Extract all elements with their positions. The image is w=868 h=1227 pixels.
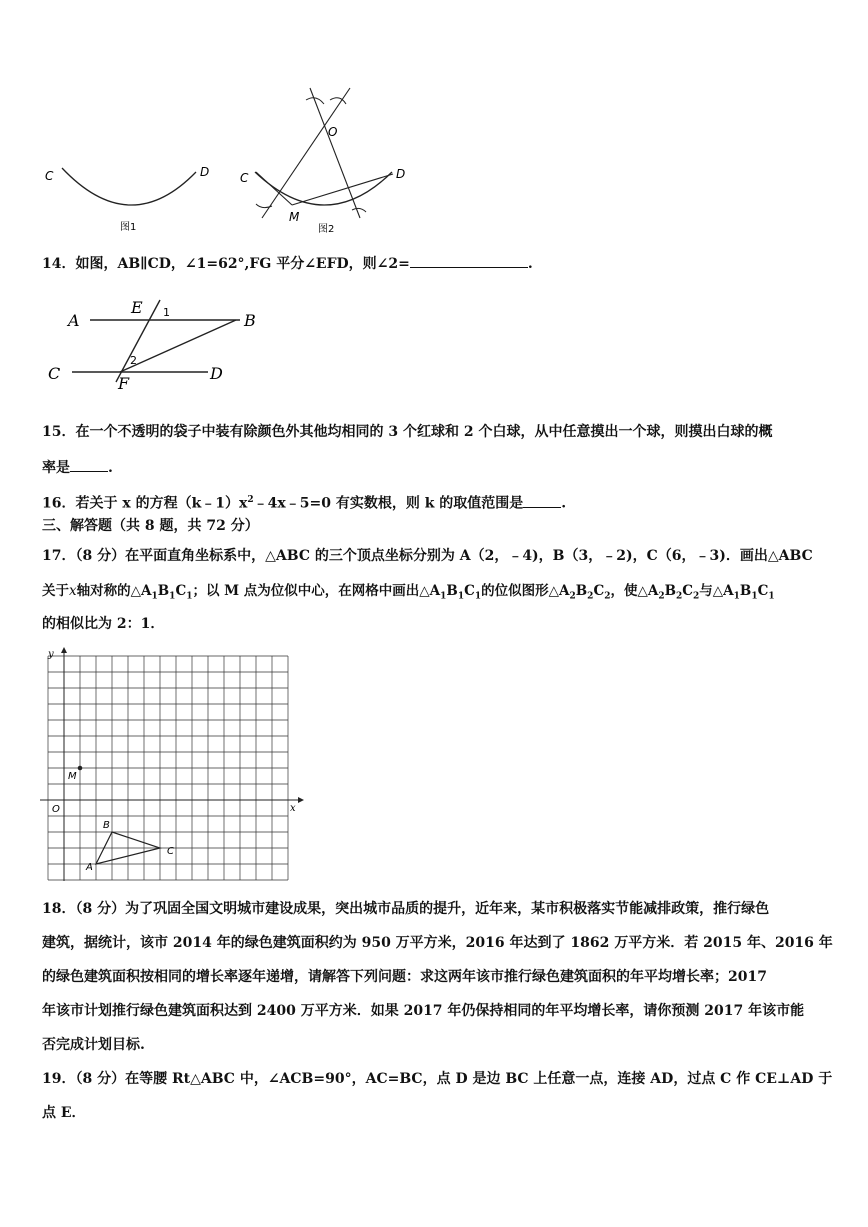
q17-text2f: B [446, 583, 458, 599]
fig2-line-o-right [310, 88, 360, 218]
q16-end: . [561, 495, 567, 512]
q15-number: 15． [42, 424, 76, 440]
fig2-arc-mark-4 [352, 208, 366, 212]
q17-text2o: B [739, 583, 752, 599]
fig2-arc-mark-2 [330, 98, 346, 104]
q17-sub: 2 [658, 591, 665, 602]
q14-end: . [527, 256, 533, 272]
q15-answer-blank[interactable] [70, 456, 108, 472]
q17-text2m: C [682, 583, 694, 599]
q14-number: 14． [42, 256, 76, 272]
q17-text2a: 关于 [42, 583, 69, 599]
q14-label-f: F [118, 374, 130, 390]
q17-text2p: C [757, 583, 769, 599]
q16-text-a: 若关于 x 的方程（k﹣1）x [75, 495, 248, 512]
fig2-label-d: D [396, 167, 406, 181]
fig2-label-o: O [328, 125, 338, 139]
point-b-label: B [103, 820, 110, 831]
q17-sub: 1 [474, 591, 482, 602]
q18-text1: （8 分）为了巩固全国文明城市建设成果，突出城市品质的提升，近年来，某市积极落实节能减排政策，推行绿色 [75, 901, 770, 917]
q17-sub: 1 [457, 591, 465, 602]
q17-text2c: B [157, 583, 170, 599]
q17-text2g: C [464, 583, 475, 599]
q16-number: 16． [42, 495, 76, 512]
fig2-label-c: C [240, 171, 249, 185]
x-axis-label: x [290, 803, 296, 814]
q14-text: 如图，AB∥CD，∠1=62°,FG 平分∠EFD，则∠2= [75, 256, 410, 272]
q17-sub: 2 [676, 591, 683, 602]
point-c-label: C [167, 846, 174, 857]
q17-text2e: ；以 M 点为位似中心，在网格中画出△A [192, 583, 441, 599]
q18-line1 [42, 899, 769, 919]
q17-text2k: ，使△A [610, 583, 659, 599]
q17-x-italic: x [69, 583, 77, 599]
q17-text2n: 与△A [699, 583, 734, 599]
q17-sub: 1 [733, 591, 740, 602]
q18-line3: 的绿色建筑面积按相同的增长率逐年递增，请解答下列问题：求这两年该市推行绿色建筑面积的年平均增长率；2017 [42, 969, 767, 985]
q15-text1: 在一个不透明的袋子中装有除颜色外其他均相同的 3 个红球和 2 个白球，从中任意摸出一个球，则摸出白球的概 [75, 424, 773, 440]
fig1-arc [62, 168, 196, 205]
y-axis-label: y [48, 649, 54, 660]
q17-sub: 1 [440, 591, 447, 602]
q17-sub: 2 [693, 591, 700, 602]
q19-line1 [42, 1069, 832, 1089]
q16-line [42, 490, 566, 514]
q14-label-a: A [68, 311, 80, 330]
point-m-label: M [68, 771, 77, 782]
q17-sub: 2 [569, 591, 576, 602]
q18-number: 18． [42, 901, 76, 917]
q14-line [42, 252, 533, 274]
q19-text1: （8 分）在等腰 Rt△ABC 中，∠ACB=90°，AC=BC，点 D 是边 BC 上任意一点，连接 AD，过点 C 作 CE⊥AD 于 [75, 1071, 833, 1087]
q17-sub: 1 [751, 591, 758, 602]
q16-answer-blank[interactable] [523, 492, 561, 508]
q18-line5: 否完成计划目标. [42, 1037, 145, 1053]
origin-label: O [52, 804, 60, 815]
q17-sub: 2 [604, 591, 611, 602]
fig2-caption: 图2 [318, 224, 335, 235]
q17-text2l: B [664, 583, 676, 599]
section3-title: 三、解答题（共 8 题，共 72 分） [42, 518, 259, 534]
q16-text-b: ﹣4x﹣5=0 有实数根，则 k 的取值范围是 [253, 495, 524, 512]
q17-sub: 1 [169, 591, 176, 602]
q16-sup: 2 [247, 495, 254, 505]
q15-end: . [108, 460, 113, 476]
q14-label-e: E [131, 298, 143, 317]
q17-coordinate-grid [40, 645, 310, 885]
q17-text2h: 的位似图形△A [481, 583, 570, 599]
q17-sub: 2 [587, 591, 594, 602]
q17-sub: 1 [151, 591, 158, 602]
q17-text2i: B [575, 583, 588, 599]
fig2-chord-md [292, 174, 393, 205]
fig2-line-mo [262, 88, 350, 218]
q14-label-d: D [210, 364, 223, 383]
q15-text2: 率是 [42, 460, 70, 476]
q15-line2 [42, 456, 113, 478]
q19-number: 19． [42, 1071, 76, 1087]
fig1-label-c: C [45, 169, 54, 183]
q18-line2: 建筑，据统计，该市 2014 年的绿色建筑面积约为 950 万平方米，2016 年达到了 1862 万平方米．若 2015 年、2016 年 [42, 935, 833, 951]
fig2-label-m: M [289, 210, 300, 224]
q14-answer-blank[interactable] [410, 252, 528, 268]
point-m [78, 766, 83, 771]
q17-line1 [42, 546, 813, 566]
fig1-caption: 图1 [120, 222, 137, 233]
q17-sub: 1 [768, 591, 775, 602]
q17-text1: （8 分）在平面直角坐标系中，△ABC 的三个顶点坐标分别为 A（2，﹣4)，B（3，﹣2)，C（6，﹣3)．画出△ABC [75, 548, 813, 564]
q14-label-angle1: 1 [163, 306, 170, 319]
q17-line3: 的相似比为 2：1． [42, 616, 165, 632]
q17-text2d: C [175, 583, 187, 599]
y-axis-arrow [61, 647, 67, 653]
q14-label-angle2: 2 [130, 354, 137, 367]
top-figures [0, 80, 868, 240]
q18-line4: 年该市计划推行绿色建筑面积达到 2400 万平方米．如果 2017 年仍保持相同的年平均增长率，请你预测 2017 年该市能 [42, 1003, 805, 1019]
q19-line2: 点 E． [42, 1105, 86, 1121]
q15-line1 [42, 422, 772, 442]
x-axis-arrow [298, 797, 304, 803]
fig2-arc [255, 172, 392, 205]
q14-figure [40, 290, 280, 390]
q17-line2 [42, 581, 775, 607]
q17-number: 17． [42, 548, 76, 564]
q14-label-c: C [48, 364, 61, 383]
fig1-label-d: D [200, 165, 210, 179]
q17-sub: 1 [186, 591, 193, 602]
q17-text2j: C [593, 583, 605, 599]
q17-text2b: 轴对称的△A [76, 583, 152, 599]
point-a-label: A [86, 862, 93, 873]
q14-label-b: B [244, 311, 256, 330]
